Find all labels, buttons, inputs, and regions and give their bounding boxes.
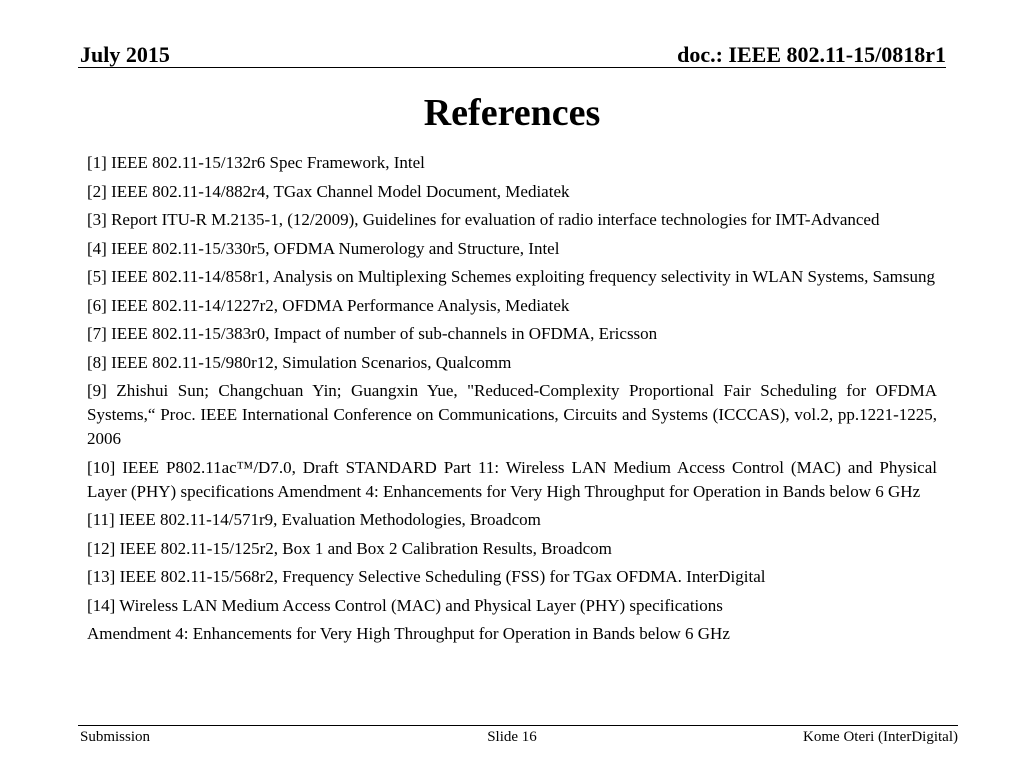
header-date: July 2015 — [80, 42, 170, 67]
footer-divider — [78, 725, 958, 726]
reference-item: [3] Report ITU-R M.2135-1, (12/2009), Guidelines for evaluation of radio interface technologies for IMT-Advanced — [87, 210, 880, 229]
footer-author: Kome Oteri (InterDigital) — [803, 729, 958, 745]
reference-item: [7] IEEE 802.11-15/383r0, Impact of number of sub-channels in OFDMA, Ericsson — [87, 324, 658, 343]
header-divider — [78, 67, 946, 68]
reference-item: Amendment 4: Enhancements for Very High Throughput for Operation in Bands below 6 GHz — [87, 624, 730, 643]
reference-item: [5] IEEE 802.11-14/858r1, Analysis on Multiplexing Schemes exploiting frequency selectivity in WLAN Systems, Samsung — [87, 267, 935, 286]
header-doc-id: doc.: IEEE 802.11-15/0818r1 — [677, 42, 946, 67]
reference-item: [2] IEEE 802.11-14/882r4, TGax Channel Model Document, Mediatek — [87, 181, 570, 201]
reference-item: [9] Zhishui Sun; Changchuan Yin; Guangxin Yue, "Reduced-Complexity Proportional Fair Scheduling for OFDMA Systems,“ Proc. IEEE International Conference on Communications, Circuits and Systems (ICCCAS), vol.2, pp.1221-1225, 2006 — [87, 381, 937, 448]
reference-item: [4] IEEE 802.11-15/330r5, OFDMA Numerology and Structure, Intel — [87, 238, 560, 258]
slide-title: References — [423, 92, 601, 134]
reference-item: [8] IEEE 802.11-15/980r12, Simulation Scenarios, Qualcomm — [87, 352, 512, 372]
reference-item: [12] IEEE 802.11-15/125r2, Box 1 and Box 2 Calibration Results, Broadcom — [87, 538, 612, 558]
footer-submission: Submission — [80, 729, 151, 745]
reference-item: [13] IEEE 802.11-15/568r2, Frequency Selective Scheduling (FSS) for TGax OFDMA. InterDigital — [87, 567, 766, 586]
footer-slide-number: Slide 16 — [487, 729, 537, 745]
reference-item: [6] IEEE 802.11-14/1227r2, OFDMA Performance Analysis, Mediatek — [87, 295, 570, 315]
reference-list — [87, 151, 937, 651]
reference-item: [14] Wireless LAN Medium Access Control (MAC) and Physical Layer (PHY) specifications — [87, 595, 723, 615]
reference-item: [10] IEEE P802.11ac™/D7.0, Draft STANDARD Part 11: Wireless LAN Medium Access Control (MAC) and Physical Layer (PHY) specifications Amendment 4: Enhancements for Very High Throughput for Operation in Bands below 6 GHz — [87, 457, 937, 501]
reference-item: [11] IEEE 802.11-14/571r9, Evaluation Methodologies, Broadcom — [87, 510, 541, 529]
reference-item: [1] IEEE 802.11-15/132r6 Spec Framework, Intel — [87, 153, 425, 172]
